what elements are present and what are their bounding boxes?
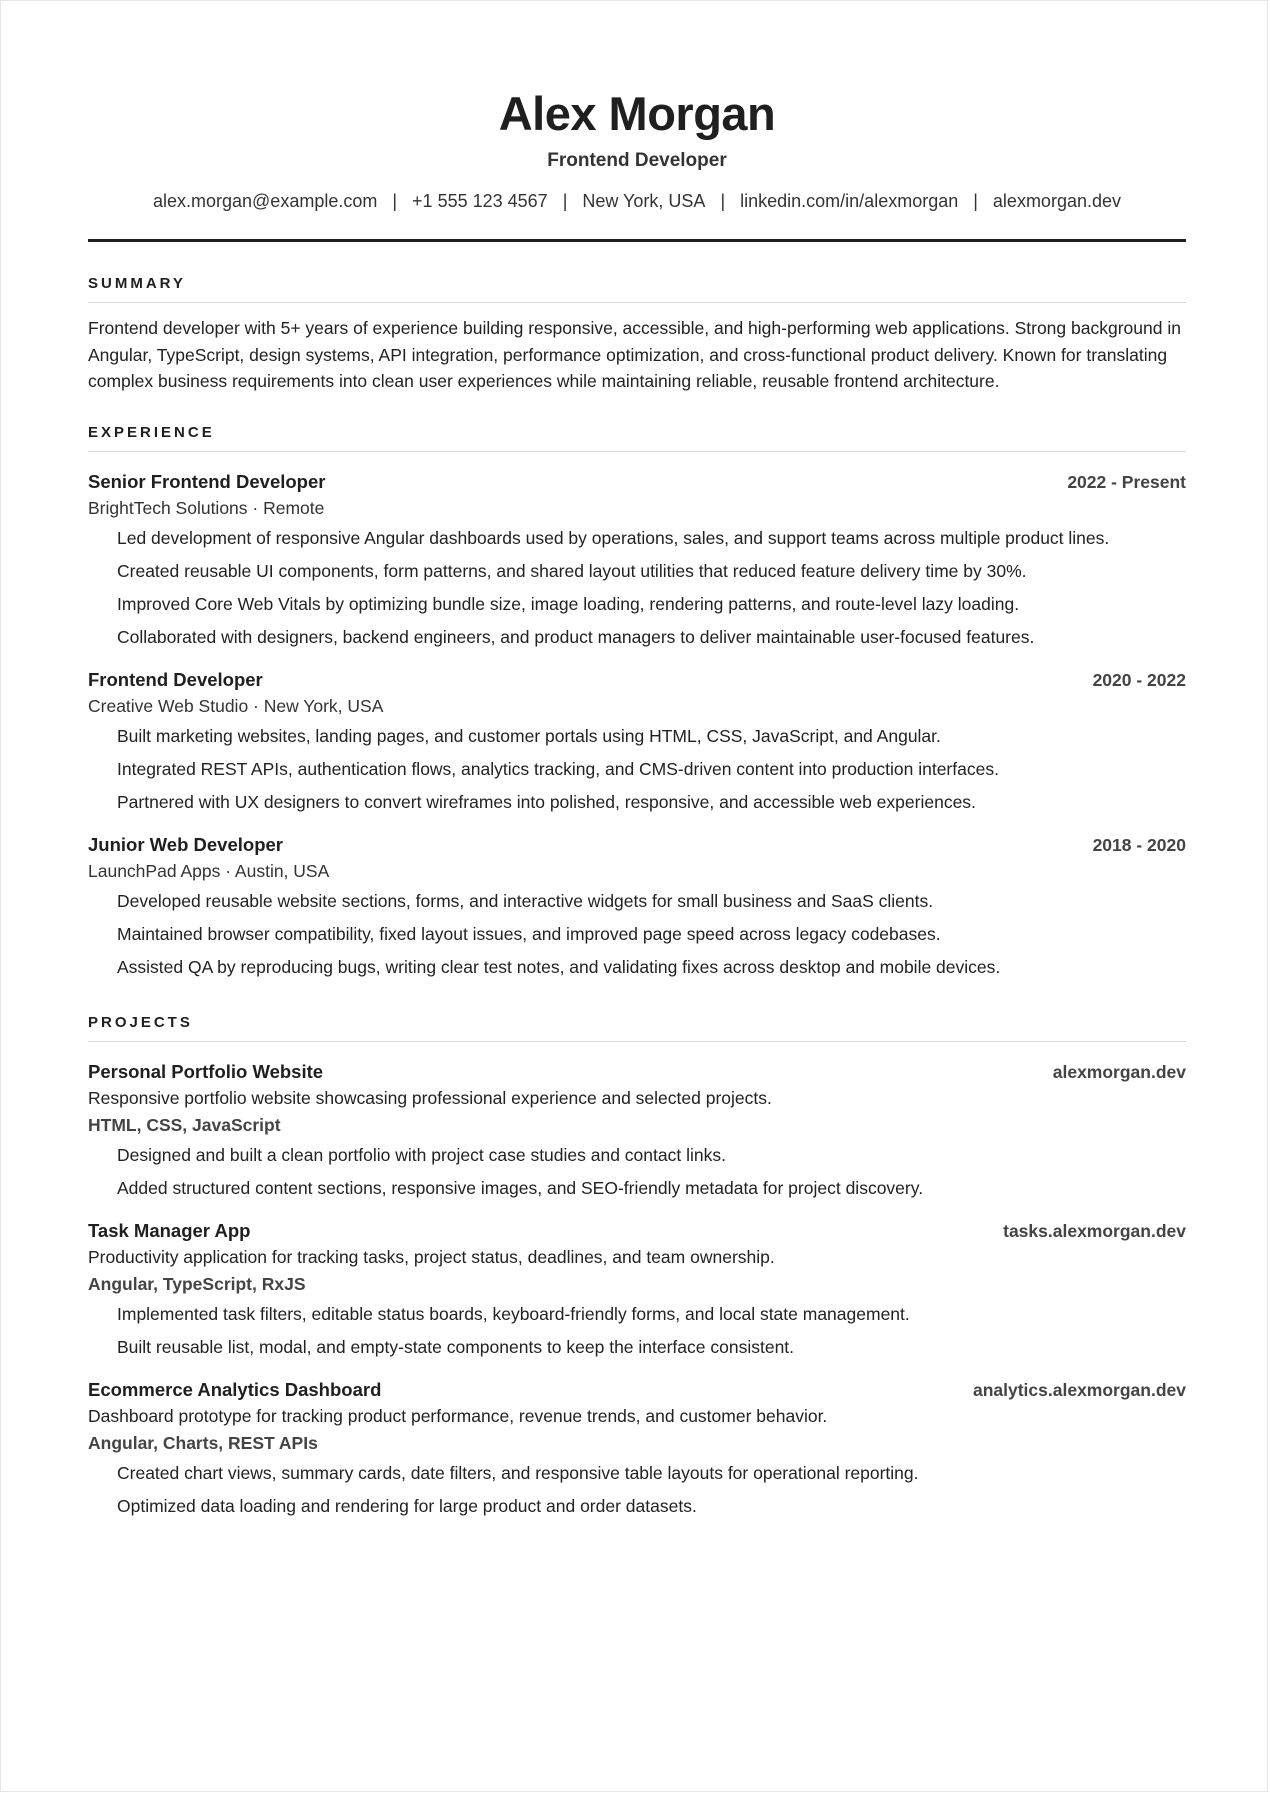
list-item: Built marketing websites, landing pages, and customer portals using HTML, CSS, JavaScript, and Angular. — [117, 725, 941, 746]
entry-header — [88, 1218, 1186, 1244]
job-title: Frontend Developer — [88, 668, 263, 690]
list-item: Assisted QA by reproducing bugs, writing clear test notes, and validating fixes across desktop and mobile devices. — [117, 956, 1001, 977]
contact-website[interactable]: alexmorgan.dev — [992, 191, 1121, 211]
job-company: LaunchPad Apps · Austin, USA — [88, 860, 330, 881]
projects-section — [88, 1014, 1186, 1519]
project-title: Task Manager App — [88, 1219, 251, 1241]
experience-entry — [88, 469, 1186, 650]
project-title: Personal Portfolio Website — [88, 1060, 324, 1082]
summary-section — [88, 275, 1186, 395]
project-bullets — [88, 1460, 1186, 1519]
list-item: Created chart views, summary cards, date filters, and responsive table layouts for operational reporting. — [117, 1462, 919, 1483]
experience-section — [88, 424, 1186, 980]
job-company: Creative Web Studio · New York, USA — [88, 695, 384, 716]
project-tech: Angular, TypeScript, RxJS — [88, 1273, 306, 1294]
project-title: Ecommerce Analytics Dashboard — [88, 1378, 382, 1400]
project-entry — [88, 1218, 1186, 1360]
project-bullets — [88, 1142, 1186, 1201]
summary-text: Frontend developer with 5+ years of experience building responsive, accessible, and high-performing web applications. Strong background in Angular, TypeScript, design systems, API integration, performance optimization, and cross-functional product delivery. Known for translating complex business requirements into clean user experiences while maintaining reliable, reusable frontend architecture. — [88, 318, 1181, 391]
entry-header — [88, 667, 1186, 693]
experience-entry — [88, 667, 1186, 815]
list-item: Implemented task filters, editable status boards, keyboard-friendly forms, and local state management. — [117, 1303, 910, 1324]
contact-line — [88, 189, 1186, 213]
project-link[interactable]: analytics.alexmorgan.dev — [972, 1379, 1186, 1400]
job-company: BrightTech Solutions · Remote — [88, 497, 325, 518]
list-item: Improved Core Web Vitals by optimizing bundle size, image loading, rendering patterns, and route-level lazy loading. — [117, 593, 1020, 614]
section-title-projects: PROJECTS — [88, 1014, 1186, 1042]
contact-location: New York, USA — [582, 191, 706, 211]
candidate-role: Frontend Developer — [547, 150, 727, 171]
list-item: Built reusable list, modal, and empty-state components to keep the interface consistent. — [117, 1336, 795, 1357]
project-tech: Angular, Charts, REST APIs — [88, 1432, 318, 1453]
entry-header — [88, 1377, 1186, 1403]
project-tech: HTML, CSS, JavaScript — [88, 1114, 281, 1135]
entry-header — [88, 469, 1186, 495]
project-description: Productivity application for tracking tasks, project status, deadlines, and team ownership. — [88, 1246, 775, 1267]
list-item: Led development of responsive Angular dashboards used by operations, sales, and support teams across multiple product lines. — [117, 527, 1110, 548]
contact-separator: | — [562, 191, 568, 211]
job-bullets — [88, 525, 1186, 650]
job-title: Junior Web Developer — [88, 833, 283, 855]
contact-phone[interactable]: +1 555 123 4567 — [412, 191, 548, 211]
job-dates: 2018 - 2020 — [1092, 834, 1186, 855]
header-divider — [88, 239, 1186, 242]
section-title-experience: EXPERIENCE — [88, 424, 1186, 452]
list-item: Developed reusable website sections, forms, and interactive widgets for small business and SaaS clients. — [117, 890, 934, 911]
job-bullets — [88, 723, 1186, 815]
list-item: Collaborated with designers, backend engineers, and product managers to deliver maintainable user-focused features. — [117, 626, 1035, 647]
resume-content — [88, 85, 1186, 1519]
project-description: Responsive portfolio website showcasing professional experience and selected projects. — [88, 1087, 772, 1108]
experience-entry — [88, 832, 1186, 980]
project-entry — [88, 1059, 1186, 1201]
project-bullets — [88, 1301, 1186, 1360]
contact-separator: | — [720, 191, 726, 211]
list-item: Created reusable UI components, form patterns, and shared layout utilities that reduced feature delivery time by 30%. — [117, 560, 1027, 581]
contact-email[interactable]: alex.morgan@example.com — [152, 191, 378, 211]
job-title: Senior Frontend Developer — [88, 470, 326, 492]
job-bullets — [88, 888, 1186, 980]
contact-separator: | — [392, 191, 398, 211]
project-link[interactable]: tasks.alexmorgan.dev — [1003, 1220, 1186, 1241]
list-item: Optimized data loading and rendering for large product and order datasets. — [117, 1495, 697, 1516]
list-item: Designed and built a clean portfolio with project case studies and contact links. — [117, 1144, 726, 1165]
entry-header — [88, 832, 1186, 858]
contact-linkedin[interactable]: linkedin.com/in/alexmorgan — [740, 191, 959, 211]
project-link[interactable]: alexmorgan.dev — [1052, 1061, 1186, 1082]
project-entry — [88, 1377, 1186, 1519]
list-item: Added structured content sections, responsive images, and SEO-friendly metadata for project discovery. — [117, 1177, 924, 1198]
candidate-name: Alex Morgan — [498, 87, 776, 140]
entry-header — [88, 1059, 1186, 1085]
section-title-summary: SUMMARY — [88, 275, 1186, 303]
list-item: Maintained browser compatibility, fixed layout issues, and improved page speed across legacy codebases. — [117, 923, 941, 944]
list-item: Partnered with UX designers to convert wireframes into polished, responsive, and accessible web experiences. — [117, 791, 976, 812]
resume-header — [88, 85, 1186, 242]
list-item: Integrated REST APIs, authentication flows, analytics tracking, and CMS-driven content into production interfaces. — [117, 758, 999, 779]
contact-separator: | — [973, 191, 978, 211]
project-description: Dashboard prototype for tracking product performance, revenue trends, and customer behavior. — [88, 1405, 828, 1426]
job-dates: 2020 - 2022 — [1092, 669, 1186, 690]
job-dates: 2022 - Present — [1067, 471, 1186, 492]
